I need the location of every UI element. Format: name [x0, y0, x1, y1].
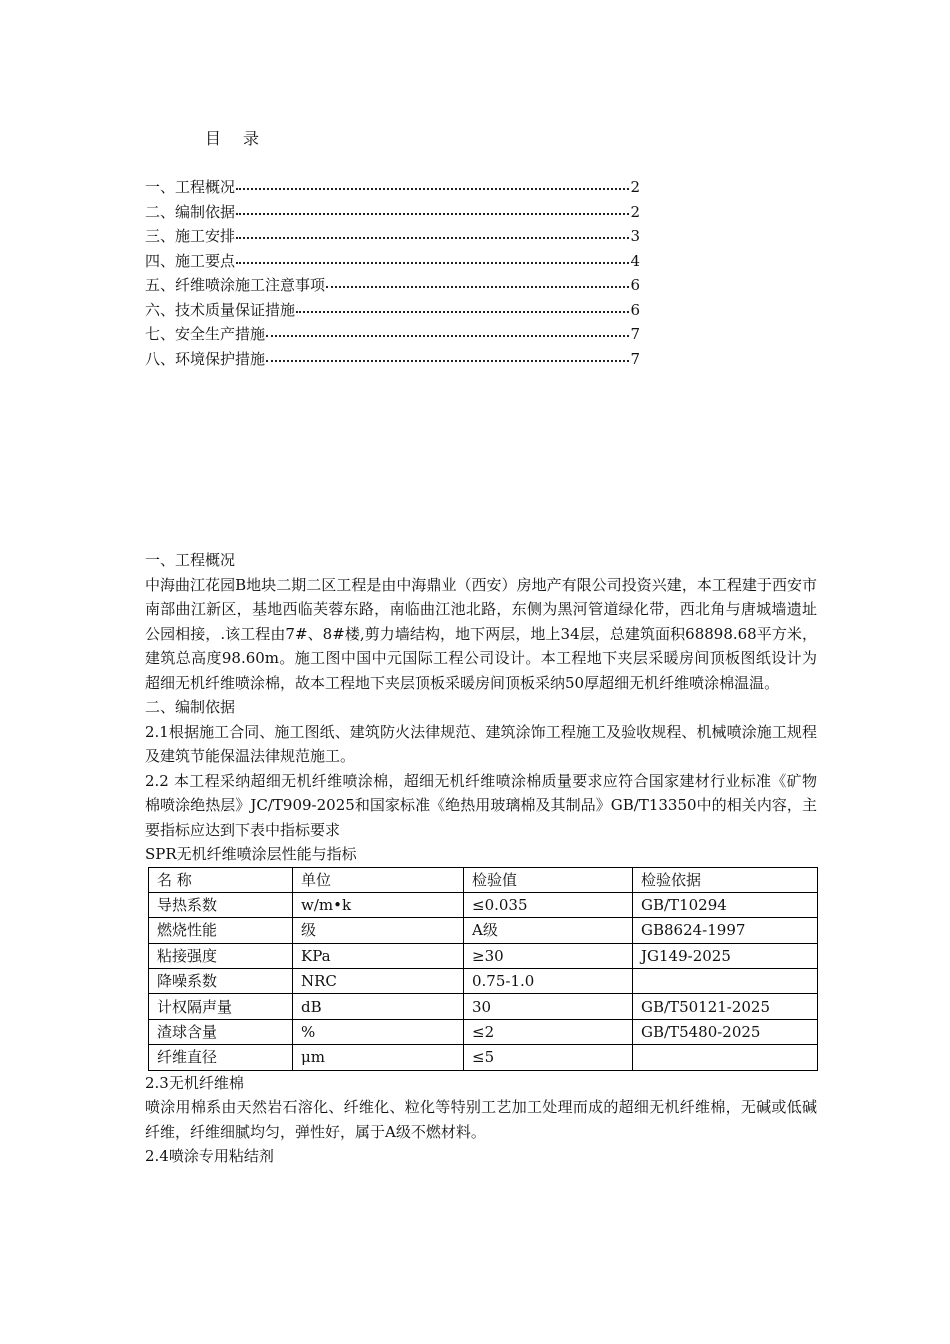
toc-leader-dots: [296, 311, 629, 313]
table-cell: ≤0.035: [464, 892, 633, 917]
table-cell: μm: [293, 1045, 464, 1070]
toc-entry-label: 二、编制依据: [145, 202, 236, 221]
table-cell: ≤2: [464, 1019, 633, 1044]
toc-leader-dots: [266, 360, 629, 362]
table-header-cell: 名 称: [149, 867, 293, 892]
table-header-cell: 检验依据: [633, 867, 818, 892]
table-cell: dB: [293, 994, 464, 1019]
table-header-cell: 检验值: [464, 867, 633, 892]
table-cell: GB8624-1997: [633, 918, 818, 943]
table-cell: 燃烧性能: [149, 918, 293, 943]
toc-title: 目 录: [205, 129, 260, 148]
toc-entry[interactable]: [145, 273, 640, 298]
table-cell: w/m•k: [293, 892, 464, 917]
table-cell: ≤5: [464, 1045, 633, 1070]
toc-leader-dots: [236, 213, 629, 215]
toc-entry-page: 7: [630, 349, 640, 368]
toc-entry-page: 2: [630, 178, 640, 196]
toc-entry-label: 六、技术质量保证措施: [145, 300, 296, 319]
toc-entry[interactable]: [145, 175, 640, 200]
toc-leader-dots: [266, 335, 629, 337]
table-cell: NRC: [293, 969, 464, 994]
toc-entry[interactable]: [145, 249, 640, 274]
section-heading-2-3: 2.3无机纤维棉: [145, 1073, 244, 1092]
table-cell: A级: [464, 918, 633, 943]
toc-leader-dots: [236, 188, 629, 190]
toc-entry[interactable]: [145, 298, 640, 323]
toc-entry-page: 7: [630, 325, 640, 343]
toc-entry-page: 3: [630, 227, 640, 245]
toc-entry-label: 一、工程概况: [145, 178, 236, 196]
table-cell: 30: [464, 994, 633, 1019]
table-cell: %: [293, 1019, 464, 1044]
toc-entry[interactable]: [145, 200, 640, 225]
table-row: [149, 1045, 818, 1070]
table-cell: JG149-2025: [633, 943, 818, 968]
toc-entry-label: 四、施工要点: [145, 251, 236, 270]
toc-entry-page: 4: [630, 251, 640, 270]
table-row: [149, 1019, 818, 1044]
table-row: [149, 994, 818, 1019]
table-header-row: [149, 867, 818, 892]
toc-entry-label: 七、安全生产措施: [145, 325, 266, 343]
table-cell: 降噪系数: [149, 969, 293, 994]
table-of-contents: [145, 175, 640, 371]
table-cell: GB/T5480-2025: [633, 1019, 818, 1044]
table-cell: 级: [293, 918, 464, 943]
fiber-paragraph: 喷涂用棉系由天然岩石溶化、纤维化、粒化等特别工艺加工处理而成的超细无机纤维棉，无碱或低碱纤维，纤维细腻均匀，弹性好，属于A级不燃材料。: [145, 1098, 817, 1141]
toc-entry-label: 八、环境保护措施: [145, 349, 266, 368]
toc-entry-label: 五、纤维喷涂施工注意事项: [145, 276, 326, 294]
table-cell: [633, 1045, 818, 1070]
section-heading-2-4: 2.4喷涂专用粘结剂: [145, 1147, 274, 1166]
section-heading-basis: 二、编制依据: [145, 698, 236, 716]
toc-leader-dots: [236, 262, 629, 264]
document-body: [145, 548, 817, 1169]
table-row: [149, 918, 818, 943]
table-cell: KPa: [293, 943, 464, 968]
table-row: [149, 892, 818, 917]
section-heading-overview: 一、工程概况: [145, 551, 236, 569]
toc-leader-dots: [326, 286, 629, 288]
table-cell: GB/T50121-2025: [633, 994, 818, 1019]
table-cell: ≥30: [464, 943, 633, 968]
basis-paragraph-2-2: 2.2 本工程采纳超细无机纤维喷涂棉，超细无机纤维喷涂棉质量要求应符合国家建材行业标准《矿物棉喷涂绝热层》JC/T909-2025和国家标准《绝热用玻璃棉及其制品》GB/T13350中的相关内容，主要指标应达到下表中指标要求: [145, 771, 817, 839]
table-header-cell: 单位: [293, 867, 464, 892]
table-cell: 计权隔声量: [149, 994, 293, 1019]
toc-entry-page: 6: [630, 276, 640, 294]
toc-entry-page: 2: [630, 202, 640, 221]
table-cell: 渣球含量: [149, 1019, 293, 1044]
toc-entry[interactable]: [145, 224, 640, 249]
table-caption: SPR无机纤维喷涂层性能与指标: [145, 845, 357, 863]
toc-entry-page: 6: [630, 300, 640, 319]
toc-entry[interactable]: [145, 322, 640, 347]
table-cell: 纤维直径: [149, 1045, 293, 1070]
overview-paragraph: 中海曲江花园B地块二期二区工程是由中海鼎业（西安）房地产有限公司投资兴建，本工程建于西安市南部曲江新区，基地西临芙蓉东路，南临曲江池北路，东侧为黑河管道绿化带，西北角与唐城墙遗址公园相接，.该工程由7#、8#楼,剪力墙结构，地下两层，地上34层，总建筑面积68898.68平方米，建筑总高度98.60m。施工图中国中元国际工程公司设计。本工程地下夹层采暖房间顶板图纸设计为超细无机纤维喷涂棉，故本工程地下夹层顶板采暖房间顶板采纳50厚超细无机纤维喷涂棉温温。: [145, 575, 817, 692]
table-cell: 0.75-1.0: [464, 969, 633, 994]
table-row: [149, 943, 818, 968]
table-cell: [633, 969, 818, 994]
basis-paragraph-2-1: 2.1根据施工合同、施工图纸、建筑防火法律规范、建筑涂饰工程施工及验收规程、机械喷涂施工规程及建筑节能保温法律规范施工。: [145, 722, 817, 765]
toc-entry-label: 三、施工安排: [145, 227, 236, 245]
spec-table: [148, 867, 818, 1071]
table-cell: 粘接强度: [149, 943, 293, 968]
toc-entry[interactable]: [145, 347, 640, 372]
toc-leader-dots: [236, 237, 629, 239]
table-cell: GB/T10294: [633, 892, 818, 917]
table-cell: 导热系数: [149, 892, 293, 917]
table-row: [149, 969, 818, 994]
